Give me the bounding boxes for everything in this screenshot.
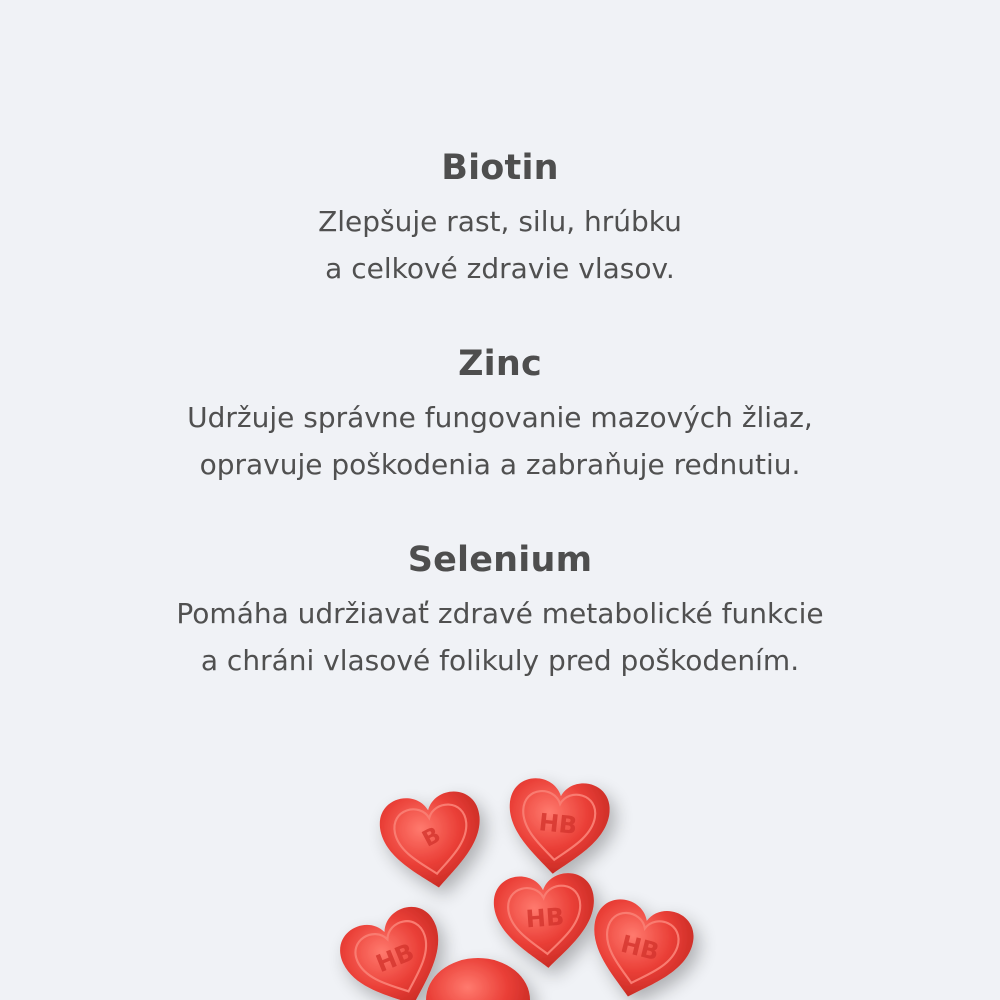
gummy-heart xyxy=(579,894,699,1000)
gummy-heart xyxy=(492,871,598,971)
benefit-description xyxy=(0,198,1000,292)
benefit-description xyxy=(0,590,1000,684)
gummy-heart xyxy=(426,958,530,1000)
benefit-title: Biotin xyxy=(441,148,559,188)
benefit-description-line: Udržuje správne fungovanie mazových žliaz, xyxy=(187,401,813,434)
svg-text:B: B xyxy=(418,822,446,853)
benefit-description xyxy=(0,394,1000,488)
heart-gummies-image xyxy=(0,700,1000,1000)
benefit-title: Selenium xyxy=(407,540,593,580)
svg-text:HB: HB xyxy=(537,808,579,840)
svg-text:HB: HB xyxy=(617,929,663,967)
svg-text:HB: HB xyxy=(524,902,566,934)
benefit-description-line: Zlepšuje rast, silu, hrúbku xyxy=(318,205,682,238)
benefit-description-line: opravuje poškodenia a zabraňuje rednutiu. xyxy=(199,448,801,481)
benefit-description-line: a chráni vlasové folikuly pred poškodením. xyxy=(200,644,800,677)
benefit-description-line: Pomáha udržiavať zdravé metabolické funkcie xyxy=(176,597,824,630)
benefit-biotin xyxy=(0,148,1000,292)
benefit-selenium xyxy=(0,540,1000,684)
benefit-zinc xyxy=(0,344,1000,488)
gummy-heart xyxy=(503,776,612,879)
gummy-heart xyxy=(376,788,488,894)
svg-text:HB: HB xyxy=(371,937,419,979)
benefit-description-line: a celkové zdravie vlasov. xyxy=(325,252,675,285)
benefit-title: Zinc xyxy=(458,344,542,384)
